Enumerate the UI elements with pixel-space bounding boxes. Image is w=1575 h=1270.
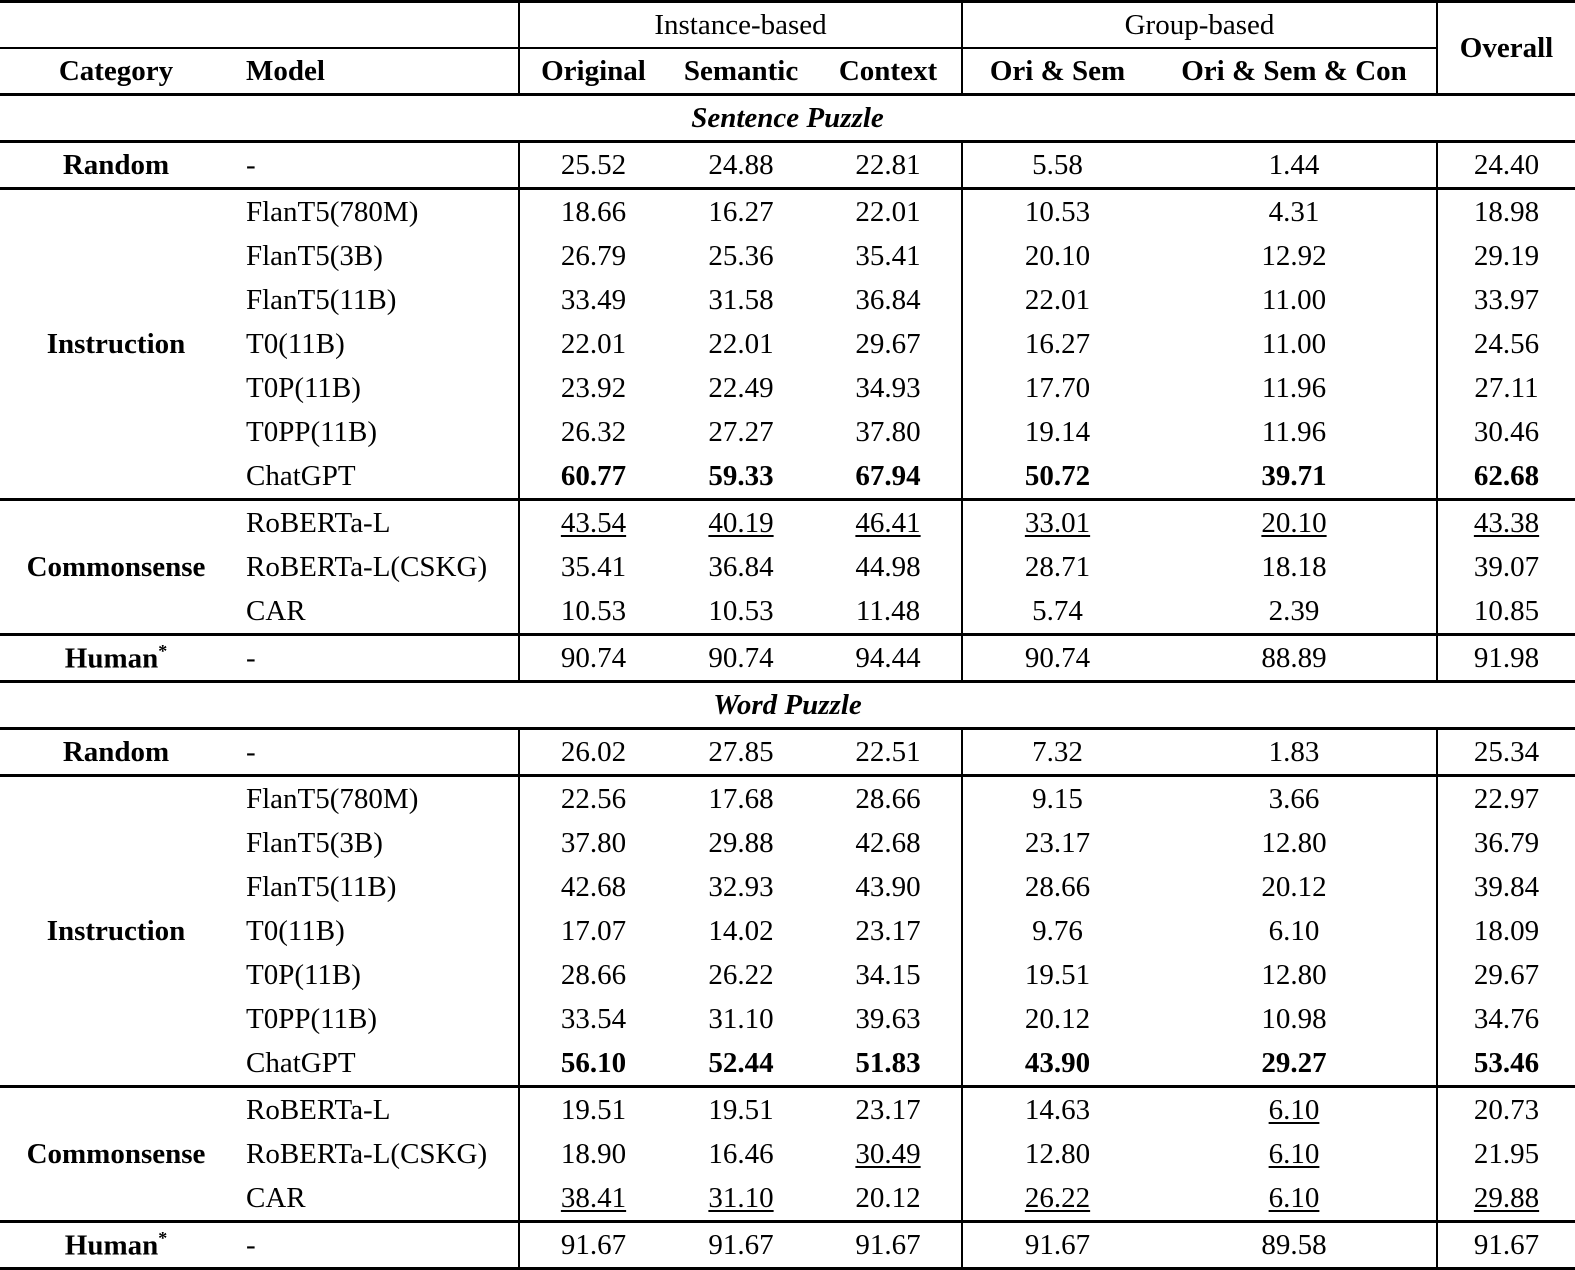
value-context: 46.41 [815, 501, 962, 545]
category-label: Instruction [47, 915, 186, 947]
value-overall: 21.95 [1437, 1132, 1575, 1176]
value-ori-sem-con: 11.00 [1152, 278, 1437, 322]
section-title: Sentence Puzzle [0, 96, 1575, 142]
category-cell [0, 1088, 232, 1222]
value-context: 43.90 [815, 865, 962, 909]
category-label: Instruction [47, 328, 186, 360]
value-context: 34.15 [815, 953, 962, 997]
value-ori-sem: 19.51 [962, 953, 1152, 997]
value-original: 17.07 [519, 909, 667, 953]
value-ori-sem-con: 20.12 [1152, 865, 1437, 909]
header-instance-based: Instance-based [519, 3, 962, 48]
value-ori-sem: 12.80 [962, 1132, 1152, 1176]
value-ori-sem: 5.74 [962, 589, 1152, 635]
value-semantic: 32.93 [667, 865, 815, 909]
value-ori-sem-con: 11.96 [1152, 366, 1437, 410]
value-context: 20.12 [815, 1176, 962, 1222]
header-spacer-category [0, 3, 232, 48]
model-name-cell: T0P(11B) [232, 366, 519, 410]
value-ori-sem-con: 10.98 [1152, 997, 1437, 1041]
category-cell [0, 501, 232, 635]
value-ori-sem: 28.71 [962, 545, 1152, 589]
category-cell [0, 777, 232, 1087]
value-context: 22.81 [815, 143, 962, 189]
value-ori-sem: 9.15 [962, 777, 1152, 821]
header-original: Original [519, 48, 667, 95]
value-original: 22.01 [519, 322, 667, 366]
value-context: 34.93 [815, 366, 962, 410]
header-model: Model [232, 48, 519, 95]
value-overall: 39.84 [1437, 865, 1575, 909]
value-overall: 10.85 [1437, 589, 1575, 635]
value-original: 37.80 [519, 821, 667, 865]
model-name-cell: FlanT5(3B) [232, 821, 519, 865]
value-context: 11.48 [815, 589, 962, 635]
value-overall: 91.98 [1437, 636, 1575, 682]
model-name-cell: - [232, 143, 519, 189]
header-semantic: Semantic [667, 48, 815, 95]
value-semantic: 26.22 [667, 953, 815, 997]
value-context: 94.44 [815, 636, 962, 682]
category-cell [0, 730, 232, 776]
value-ori-sem-con: 11.96 [1152, 410, 1437, 454]
value-original: 35.41 [519, 545, 667, 589]
value-original: 19.51 [519, 1088, 667, 1132]
table-row [0, 322, 1575, 366]
value-context: 67.94 [815, 454, 962, 500]
category-label: Random [63, 149, 169, 181]
value-semantic: 91.67 [667, 1223, 815, 1269]
value-overall: 91.67 [1437, 1223, 1575, 1269]
value-ori-sem-con: 6.10 [1152, 1088, 1437, 1132]
value-overall: 53.46 [1437, 1041, 1575, 1087]
value-overall: 30.46 [1437, 410, 1575, 454]
value-original: 42.68 [519, 865, 667, 909]
model-name-cell: RoBERTa-L(CSKG) [232, 1132, 519, 1176]
model-name-cell: - [232, 636, 519, 682]
table-row [0, 1041, 1575, 1087]
value-ori-sem: 23.17 [962, 821, 1152, 865]
value-original: 18.90 [519, 1132, 667, 1176]
header-context: Context [815, 48, 962, 95]
table-row [0, 636, 1575, 682]
value-semantic: 19.51 [667, 1088, 815, 1132]
value-overall: 18.98 [1437, 190, 1575, 234]
value-semantic: 31.58 [667, 278, 815, 322]
value-ori-sem-con: 1.44 [1152, 143, 1437, 189]
value-semantic: 25.36 [667, 234, 815, 278]
value-original: 33.54 [519, 997, 667, 1041]
value-semantic: 14.02 [667, 909, 815, 953]
value-semantic: 40.19 [667, 501, 815, 545]
value-context: 51.83 [815, 1041, 962, 1087]
value-ori-sem: 9.76 [962, 909, 1152, 953]
value-overall: 27.11 [1437, 366, 1575, 410]
value-ori-sem-con: 11.00 [1152, 322, 1437, 366]
model-name-cell: FlanT5(780M) [232, 190, 519, 234]
value-original: 10.53 [519, 589, 667, 635]
table-row [0, 953, 1575, 997]
table-row [0, 589, 1575, 635]
category-cell [0, 636, 232, 682]
value-overall: 29.19 [1437, 234, 1575, 278]
value-original: 60.77 [519, 454, 667, 500]
value-overall: 33.97 [1437, 278, 1575, 322]
header-category: Category [0, 48, 232, 95]
table-row [0, 1176, 1575, 1222]
value-context: 22.01 [815, 190, 962, 234]
value-ori-sem-con: 39.71 [1152, 454, 1437, 500]
category-superscript: * [158, 1228, 167, 1248]
model-name-cell: CAR [232, 589, 519, 635]
table-row [0, 501, 1575, 545]
value-ori-sem: 91.67 [962, 1223, 1152, 1269]
header-ori-sem: Ori & Sem [962, 48, 1152, 95]
value-overall: 25.34 [1437, 730, 1575, 776]
table-row [0, 997, 1575, 1041]
value-overall: 29.88 [1437, 1176, 1575, 1222]
value-ori-sem: 7.32 [962, 730, 1152, 776]
value-ori-sem-con: 4.31 [1152, 190, 1437, 234]
value-ori-sem-con: 20.10 [1152, 501, 1437, 545]
model-name-cell: ChatGPT [232, 454, 519, 500]
table-row [0, 1132, 1575, 1176]
value-context: 23.17 [815, 909, 962, 953]
value-ori-sem-con: 6.10 [1152, 1176, 1437, 1222]
value-ori-sem: 20.12 [962, 997, 1152, 1041]
model-name-cell: ChatGPT [232, 1041, 519, 1087]
header-spacer-model [232, 3, 519, 48]
value-original: 28.66 [519, 953, 667, 997]
value-ori-sem-con: 12.80 [1152, 953, 1437, 997]
table-row [0, 865, 1575, 909]
value-context: 30.49 [815, 1132, 962, 1176]
value-overall: 62.68 [1437, 454, 1575, 500]
value-original: 23.92 [519, 366, 667, 410]
value-semantic: 31.10 [667, 997, 815, 1041]
value-original: 56.10 [519, 1041, 667, 1087]
model-name-cell: FlanT5(3B) [232, 234, 519, 278]
value-semantic: 59.33 [667, 454, 815, 500]
value-ori-sem: 22.01 [962, 278, 1152, 322]
table-row [0, 410, 1575, 454]
value-semantic: 31.10 [667, 1176, 815, 1222]
value-context: 28.66 [815, 777, 962, 821]
value-ori-sem: 28.66 [962, 865, 1152, 909]
value-ori-sem: 5.58 [962, 143, 1152, 189]
value-overall: 18.09 [1437, 909, 1575, 953]
value-overall: 29.67 [1437, 953, 1575, 997]
value-context: 44.98 [815, 545, 962, 589]
value-ori-sem: 26.22 [962, 1176, 1152, 1222]
value-semantic: 16.27 [667, 190, 815, 234]
model-name-cell: - [232, 1223, 519, 1269]
value-overall: 24.56 [1437, 322, 1575, 366]
value-context: 22.51 [815, 730, 962, 776]
model-name-cell: FlanT5(11B) [232, 278, 519, 322]
section-title-row [0, 96, 1575, 142]
value-ori-sem-con: 89.58 [1152, 1223, 1437, 1269]
value-ori-sem-con: 3.66 [1152, 777, 1437, 821]
value-semantic: 22.01 [667, 322, 815, 366]
value-context: 39.63 [815, 997, 962, 1041]
value-ori-sem-con: 6.10 [1152, 1132, 1437, 1176]
category-label: Human [65, 1230, 158, 1262]
value-ori-sem: 90.74 [962, 636, 1152, 682]
model-name-cell: T0(11B) [232, 909, 519, 953]
model-name-cell: T0(11B) [232, 322, 519, 366]
model-name-cell: T0P(11B) [232, 953, 519, 997]
section-title: Word Puzzle [0, 683, 1575, 729]
table-row [0, 909, 1575, 953]
value-overall: 43.38 [1437, 501, 1575, 545]
value-ori-sem: 10.53 [962, 190, 1152, 234]
category-cell [0, 143, 232, 189]
model-name-cell: CAR [232, 1176, 519, 1222]
table-row [0, 234, 1575, 278]
header-group-row [0, 3, 1575, 48]
value-semantic: 52.44 [667, 1041, 815, 1087]
value-semantic: 29.88 [667, 821, 815, 865]
value-ori-sem-con: 29.27 [1152, 1041, 1437, 1087]
table-row [0, 1223, 1575, 1269]
value-ori-sem: 14.63 [962, 1088, 1152, 1132]
value-context: 36.84 [815, 278, 962, 322]
header-columns-row [0, 48, 1575, 95]
value-original: 22.56 [519, 777, 667, 821]
value-original: 38.41 [519, 1176, 667, 1222]
value-semantic: 36.84 [667, 545, 815, 589]
category-superscript: * [158, 641, 167, 661]
value-context: 23.17 [815, 1088, 962, 1132]
model-name-cell: FlanT5(11B) [232, 865, 519, 909]
category-label: Random [63, 736, 169, 768]
value-context: 35.41 [815, 234, 962, 278]
table-row [0, 821, 1575, 865]
model-name-cell: RoBERTa-L(CSKG) [232, 545, 519, 589]
value-original: 43.54 [519, 501, 667, 545]
table-row [0, 454, 1575, 500]
value-original: 26.02 [519, 730, 667, 776]
value-ori-sem: 50.72 [962, 454, 1152, 500]
value-ori-sem-con: 1.83 [1152, 730, 1437, 776]
category-label: Commonsense [27, 1138, 206, 1170]
value-overall: 22.97 [1437, 777, 1575, 821]
model-name-cell: - [232, 730, 519, 776]
header-group-based: Group-based [962, 3, 1437, 48]
value-ori-sem-con: 12.80 [1152, 821, 1437, 865]
value-ori-sem-con: 12.92 [1152, 234, 1437, 278]
value-ori-sem: 20.10 [962, 234, 1152, 278]
value-context: 91.67 [815, 1223, 962, 1269]
value-original: 25.52 [519, 143, 667, 189]
value-ori-sem-con: 88.89 [1152, 636, 1437, 682]
header-overall: Overall [1437, 3, 1575, 95]
table-row [0, 278, 1575, 322]
value-ori-sem-con: 18.18 [1152, 545, 1437, 589]
category-label: Human [65, 643, 158, 675]
value-original: 90.74 [519, 636, 667, 682]
value-ori-sem: 43.90 [962, 1041, 1152, 1087]
value-overall: 34.76 [1437, 997, 1575, 1041]
value-semantic: 10.53 [667, 589, 815, 635]
category-label: Commonsense [27, 551, 206, 583]
value-context: 42.68 [815, 821, 962, 865]
table-row [0, 545, 1575, 589]
category-cell [0, 190, 232, 500]
value-overall: 24.40 [1437, 143, 1575, 189]
value-semantic: 16.46 [667, 1132, 815, 1176]
model-name-cell: RoBERTa-L [232, 501, 519, 545]
value-original: 18.66 [519, 190, 667, 234]
value-context: 29.67 [815, 322, 962, 366]
section-title-row [0, 683, 1575, 729]
value-ori-sem-con: 2.39 [1152, 589, 1437, 635]
value-semantic: 27.27 [667, 410, 815, 454]
value-ori-sem: 17.70 [962, 366, 1152, 410]
value-semantic: 27.85 [667, 730, 815, 776]
value-semantic: 90.74 [667, 636, 815, 682]
model-name-cell: T0PP(11B) [232, 410, 519, 454]
value-context: 37.80 [815, 410, 962, 454]
model-name-cell: FlanT5(780M) [232, 777, 519, 821]
value-overall: 20.73 [1437, 1088, 1575, 1132]
table-row [0, 1088, 1575, 1132]
value-original: 91.67 [519, 1223, 667, 1269]
value-ori-sem: 19.14 [962, 410, 1152, 454]
model-name-cell: RoBERTa-L [232, 1088, 519, 1132]
table-row [0, 366, 1575, 410]
value-overall: 39.07 [1437, 545, 1575, 589]
model-name-cell: T0PP(11B) [232, 997, 519, 1041]
value-ori-sem: 16.27 [962, 322, 1152, 366]
header-ori-sem-con: Ori & Sem & Con [1152, 48, 1437, 95]
value-original: 26.79 [519, 234, 667, 278]
table-row [0, 777, 1575, 821]
value-ori-sem-con: 6.10 [1152, 909, 1437, 953]
table-row [0, 143, 1575, 189]
table-row [0, 190, 1575, 234]
value-semantic: 24.88 [667, 143, 815, 189]
value-semantic: 17.68 [667, 777, 815, 821]
table-row [0, 730, 1575, 776]
value-overall: 36.79 [1437, 821, 1575, 865]
value-semantic: 22.49 [667, 366, 815, 410]
value-ori-sem: 33.01 [962, 501, 1152, 545]
value-original: 26.32 [519, 410, 667, 454]
value-original: 33.49 [519, 278, 667, 322]
category-cell [0, 1223, 232, 1269]
